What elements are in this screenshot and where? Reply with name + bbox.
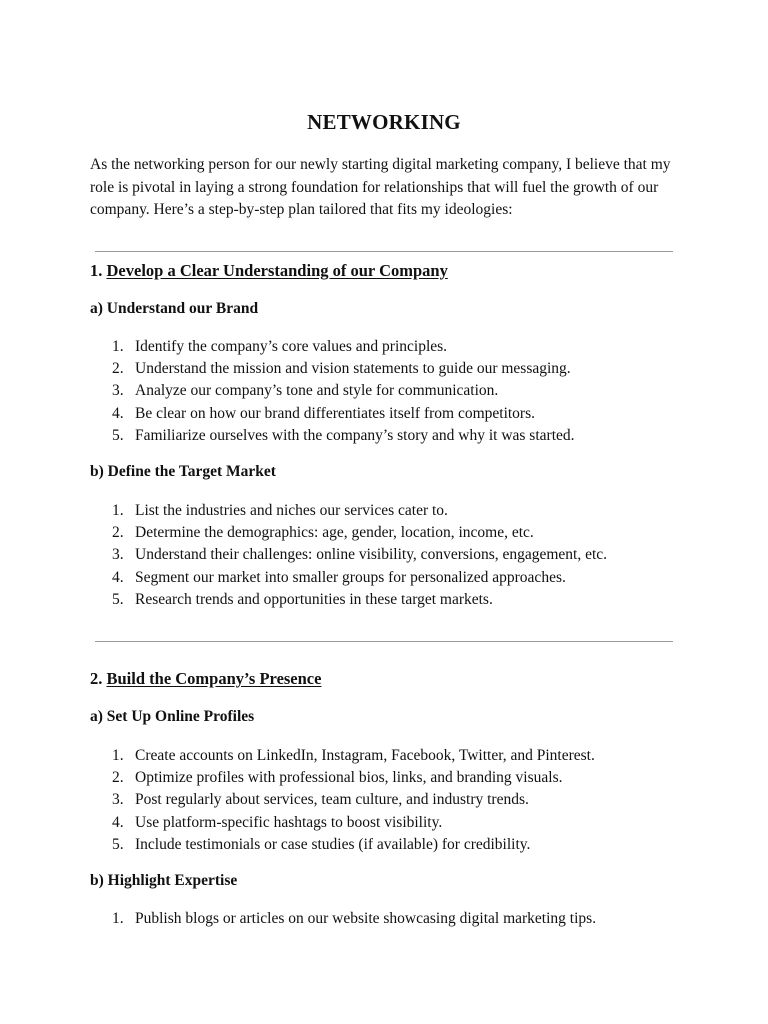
list-item: 1. Identify the company’s core values and principles.	[112, 338, 448, 355]
section-2a-list	[90, 745, 595, 856]
section-2-number: 2.	[90, 669, 103, 688]
section-2-heading	[90, 669, 321, 689]
section-1b-list	[90, 500, 607, 611]
section-1-heading	[90, 261, 448, 281]
section-1-number: 1.	[90, 261, 103, 280]
list-item: 3. Post regularly about services, team culture, and industry trends.	[112, 791, 529, 809]
section-1a-heading: a) Understand our Brand	[90, 300, 259, 317]
section-1-title: Develop a Clear Understanding of our Company	[106, 261, 448, 280]
section-2a-heading: a) Set Up Online Profiles	[90, 708, 255, 725]
section-2-title: Build the Company’s Presence	[106, 669, 322, 688]
list-item: 1. Publish blogs or articles on our website showcasing digital marketing tips.	[112, 910, 597, 927]
section-2b-list	[90, 908, 596, 930]
list-item: 4. Use platform-specific hashtags to boost visibility.	[112, 813, 443, 831]
list-item: 2. Optimize profiles with professional bios, links, and branding visuals.	[112, 769, 563, 787]
list-item: 1. List the industries and niches our services cater to.	[112, 502, 448, 519]
list-item: 2. Understand the mission and vision statements to guide our messaging.	[112, 360, 571, 378]
list-item: 5. Include testimonials or case studies (if available) for credibility.	[112, 835, 531, 853]
section-divider	[95, 641, 673, 642]
list-item: 3. Understand their challenges: online visibility, conversions, engagement, etc.	[112, 546, 608, 564]
list-item: 3. Analyze our company’s tone and style for communication.	[112, 382, 499, 400]
intro-paragraph: As the networking person for our newly starting digital marketing company, I believe that my role is pivotal in laying a strong foundation for relationships that will fuel the growth of our company. Here’s a step-by-step plan tailored that fits my ideologies:	[90, 156, 671, 218]
section-2b-heading: b) Highlight Expertise	[90, 872, 238, 889]
section-1a-list	[90, 336, 575, 447]
list-item: 4. Segment our market into smaller groups for personalized approaches.	[112, 568, 566, 586]
section-divider	[95, 251, 673, 252]
list-item: 1. Create accounts on LinkedIn, Instagram, Facebook, Twitter, and Pinterest.	[112, 747, 595, 764]
section-1b-heading: b) Define the Target Market	[90, 463, 276, 480]
list-item: 4. Be clear on how our brand differentiates itself from competitors.	[112, 404, 536, 422]
document-title: NETWORKING	[307, 110, 461, 134]
list-item: 2. Determine the demographics: age, gender, location, income, etc.	[112, 524, 534, 542]
list-item: 5. Familiarize ourselves with the company’s story and why it was started.	[112, 426, 575, 444]
list-item: 5. Research trends and opportunities in these target markets.	[112, 590, 493, 608]
